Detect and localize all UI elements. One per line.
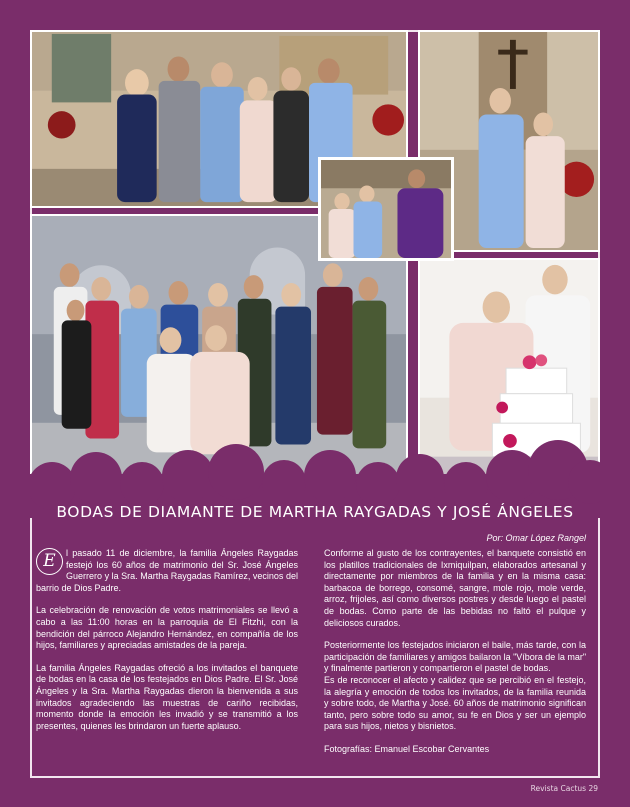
paragraph-1: E l pasado 11 de diciembre, la familia Ángeles Raygadas festejó los 60 años de matrimonio del Sr. José Ángeles Guerrero y la Sra. Martha Raygadas Ramírez, vecinos del barrio de Dios Padre. xyxy=(36,548,298,593)
article-title: BODAS DE DIAMANTE DE MARTHA RAYGADAS Y JOSÉ ÁNGELES xyxy=(56,503,574,521)
paragraph-4: Conforme al gusto de los contrayentes, el banquete consistió en los platillos tradicionales de Ixmiquilpan, elaborados artesanal y directamente por miembros de la familia y en la misma casa: barbacoa de borrego, consomé, sangre, mole rojo, mole verde, arroz, frijoles, así como diversos postres y desde luego el pastel de bodas. Como parte de las bebidas no faltó el pulque y deliciosos curados. xyxy=(324,548,586,628)
paragraph-5: Posteriormente los festejados iniciaron el baile, más tarde, con la participación de familiares y amigos bailaron la "Víbora de la mar" y finalmente partieron y compartieron el pastel de bodas. xyxy=(324,640,587,674)
dropcap-letter: E xyxy=(36,548,63,575)
text-column-left xyxy=(36,548,298,743)
photo-credit: Fotografías: Emanuel Escobar Cervantes xyxy=(324,743,490,754)
page-footer: Revista Cactus 29 xyxy=(530,784,598,793)
paragraph-6: Es de reconocer el afecto y calidez que se percibió en el festejo, la alegría y emoción de todos los invitados, de la familia reunida y sobre todo, de Martha y José. 60 años de matrimonio significan tanto, pero sobre todo su amor, su fe en Dios y ser un ejemplo para sus hijos, nietos y bisnietos. xyxy=(324,674,586,732)
paragraph-2: La celebración de renovación de votos matrimoniales se llevó a cabo a las 11:00 horas en la parroquia de El Fitzhi, con la bendición del párroco Alejandro Hernández, en compañía de los hijos, familiares y apreciadas amistades de la pareja. xyxy=(36,605,298,651)
article-byline: Por: Omar López Rangel xyxy=(486,533,586,543)
text-column-right xyxy=(324,548,586,767)
photo-priest-blessing xyxy=(318,157,454,261)
paragraph-3: La familia Ángeles Raygadas ofreció a los invitados el banquete de bodas en la casa de los festejados en Dios Padre. El Sr. José Ángeles y la Sra. Martha Raygadas dieron la bienvenida a sus invitados agradeciendo las muestras de cariño recibidas, momento donde la emoción les invadió y se transmitió a los presentes, quienes les brindaron un fuerte aplauso. xyxy=(36,662,298,731)
